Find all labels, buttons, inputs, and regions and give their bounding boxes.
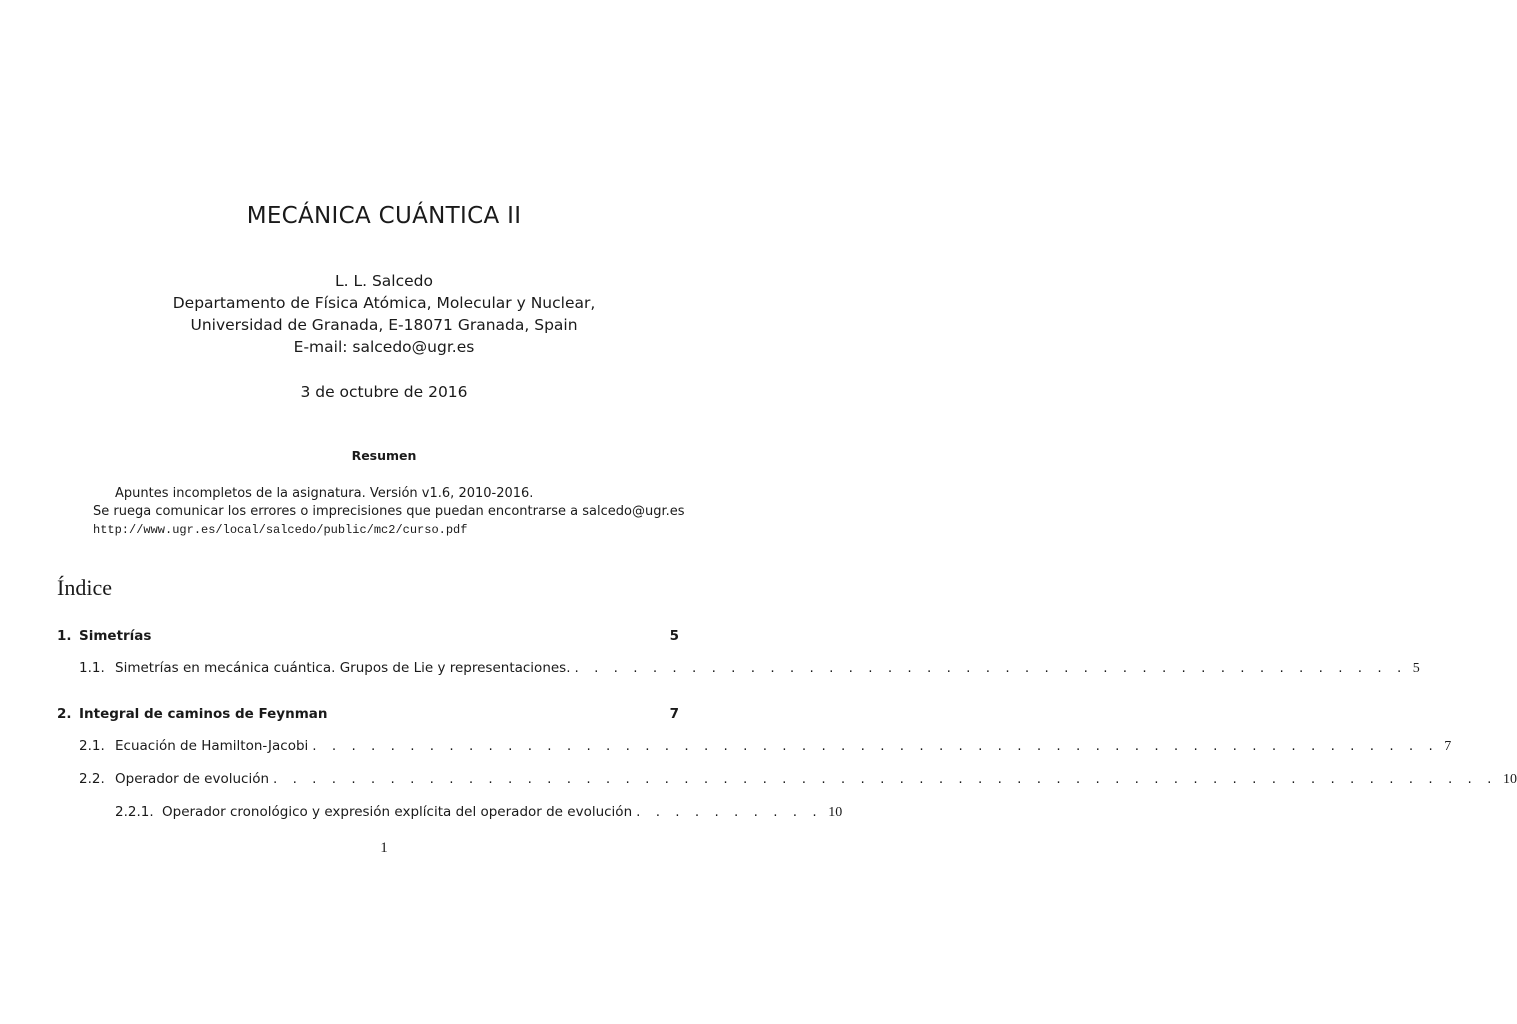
toc-section-title: Simetrías bbox=[79, 628, 152, 644]
toc-section-page: 7 bbox=[669, 706, 679, 722]
author-block bbox=[0, 270, 768, 358]
toc-subsection-title: Ecuación de Hamilton-Jacobi bbox=[115, 738, 309, 754]
affiliation-line-2: Universidad de Granada, E-18071 Granada, Spain bbox=[190, 316, 578, 334]
toc-subsection-title: Simetrías en mecánica cuántica. Grupos de Lie y representaciones. bbox=[115, 660, 571, 676]
toc-leader-dots: . . . . . . . . . . . . . . . . . . . . . . . . . . . . . . . . . . . . . . . . . . . . . . . . . . . . . . . . . . bbox=[312, 738, 1439, 754]
author-email: E-mail: salcedo@ugr.es bbox=[293, 338, 475, 356]
toc-leader-dots: . . . . . . . . . . . . . . . . . . . . . . . . . . . . . . . . . . . . . . . . . . . bbox=[574, 660, 1407, 676]
toc-section-title: Integral de caminos de Feynman bbox=[79, 706, 328, 722]
abstract-url[interactable]: http://www.ugr.es/local/salcedo/public/mc2/curso.pdf bbox=[93, 523, 468, 537]
abstract-line-2: Se ruega comunicar los errores o imprecisiones que puedan encontrarse a salcedo@ugr.es bbox=[93, 504, 685, 519]
toc-section-2[interactable] bbox=[57, 706, 679, 726]
toc-section-number: 2. bbox=[57, 706, 72, 722]
toc-leader-dots: . . . . . . . . . . bbox=[636, 804, 823, 820]
toc-subsection-number: 2.1. bbox=[79, 738, 105, 754]
toc-subsection-page: 7 bbox=[1444, 739, 1452, 754]
toc-section-page: 5 bbox=[669, 628, 679, 644]
toc-subsubsection-page: 10 bbox=[828, 805, 843, 820]
toc-subsection-1-1[interactable] bbox=[79, 660, 1420, 680]
toc-subsection-2-1[interactable] bbox=[79, 738, 1452, 758]
toc-section-number: 1. bbox=[57, 628, 72, 644]
abstract bbox=[93, 485, 693, 539]
affiliation-line-1: Departamento de Física Atómica, Molecular y Nuclear, bbox=[172, 294, 596, 312]
toc-subsection-page: 5 bbox=[1412, 661, 1420, 676]
document-date: 3 de octubre de 2016 bbox=[300, 383, 468, 401]
abstract-line-1: Apuntes incompletos de la asignatura. Versión v1.6, 2010-2016. bbox=[115, 486, 534, 501]
toc-subsection-number: 2.2. bbox=[79, 771, 105, 787]
toc-subsubsection-number: 2.2.1. bbox=[115, 804, 154, 820]
page-number: 1 bbox=[380, 840, 388, 856]
document-title: MECÁNICA CUÁNTICA II bbox=[246, 203, 522, 229]
toc-subsubsection-title: Operador cronológico y expresión explícita del operador de evolución bbox=[162, 804, 633, 820]
toc-subsection-2-2[interactable] bbox=[79, 771, 1517, 791]
author-name: L. L. Salcedo bbox=[334, 272, 433, 290]
toc-leader-dots: . . . . . . . . . . . . . . . . . . . . . . . . . . . . . . . . . . . . . . . . . . . . . . . . . . . . . . . . . . . . . . . bbox=[273, 771, 1497, 787]
toc-subsection-number: 1.1. bbox=[79, 660, 105, 676]
toc-subsubsection-2-2-1[interactable] bbox=[115, 804, 843, 824]
index-heading: Índice bbox=[57, 575, 112, 600]
toc-section-1[interactable] bbox=[57, 628, 679, 648]
abstract-heading: Resumen bbox=[351, 448, 417, 463]
toc-subsection-title: Operador de evolución bbox=[115, 771, 270, 787]
toc-subsection-page: 10 bbox=[1502, 772, 1517, 787]
